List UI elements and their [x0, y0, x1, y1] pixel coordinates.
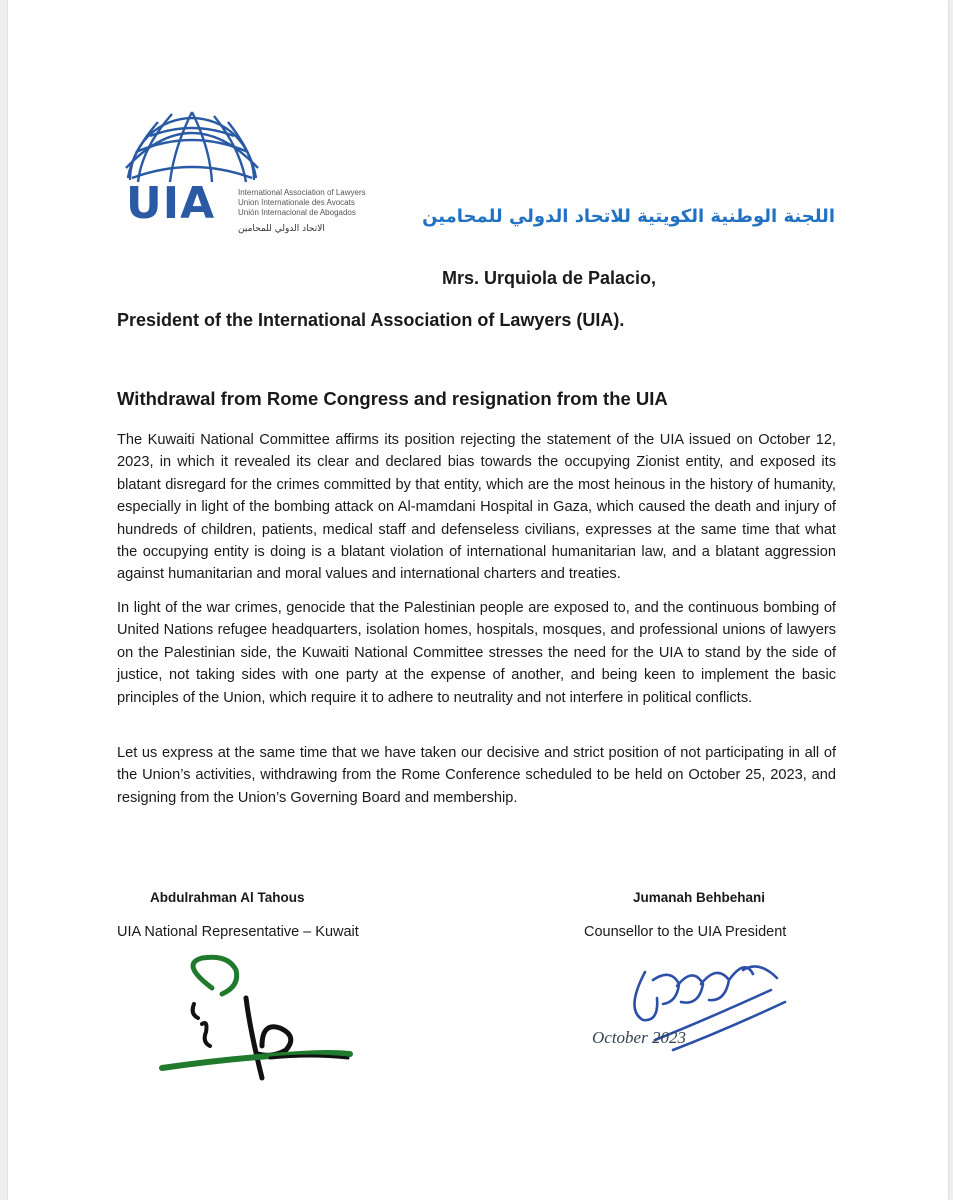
handwritten-date: October 2023: [592, 1028, 686, 1047]
left-signature: [150, 950, 360, 1090]
right-signatory-role: Counsellor to the UIA President: [584, 924, 787, 940]
addressee-title: President of the International Association of Lawyers (UIA).: [117, 310, 625, 330]
logo-acronym: UIA: [126, 178, 216, 229]
left-signatory-role: UIA National Representative – Kuwait: [117, 924, 359, 940]
left-signatory-name: Abdulrahman Al Tahous: [150, 890, 305, 905]
body-paragraph-1: The Kuwaiti National Committee affirms its position rejecting the statement of the UIA issued on October 12, 2023, in which it revealed its clear and declared bias towards the occupying Zionist entity, and exposed its blatant disregard for the crimes committed by that entity, which are the most heinous in the history of humanity, especially in light of the bombing attack on Al-mamdani Hospital in Gaza, which caused the death and injury of hundreds of children, patients, medical staff and defenseless civilians, expresses at the same time that what the occupying entity is doing is a blatant violation of international humanitarian law, and a blatant aggression against humanitarian and moral values and international charters and treaties.: [117, 432, 836, 583]
addressee-name: Mrs. Urquiola de Palacio,: [442, 268, 657, 288]
logo-arabic-name: الاتحاد الدولي للمحامين: [238, 224, 325, 234]
committee-arabic-header: اللجنة الوطنية الكويتية للاتحاد الدولي للمحامين: [422, 206, 835, 227]
body-paragraph-3: Let us express at the same time that we have taken our decisive and strict position of not participating in all of the Union’s activities, withdrawing from the Rome Conference scheduled to be held on October 25, 2023, and resigning from the Union’s Governing Board and membership.: [117, 745, 836, 806]
uia-logo: [122, 108, 402, 248]
globe-icon: [122, 108, 262, 184]
logo-association-names: International Association of Lawyers Union Internationale des Avocats Unión Internacional de Abogados: [238, 188, 366, 217]
letter-subject: Withdrawal from Rome Congress and resignation from the UIA: [117, 388, 668, 409]
right-signatory-name: Jumanah Behbehani: [633, 890, 766, 905]
body-paragraph-2: In light of the war crimes, genocide that the Palestinian people are exposed to, and the continuous bombing of United Nations refugee headquarters, isolation homes, hospitals, mosques, and professional unions of lawyers on the Palestinian side, the Kuwaiti National Committee stresses the need for the UIA to stand by the side of justice, not taking sides with one party at the expense of another, and being keen to implement the basic principles of the Union, which require it to adhere to neutrality and not interfere in political conflicts.: [117, 600, 836, 706]
